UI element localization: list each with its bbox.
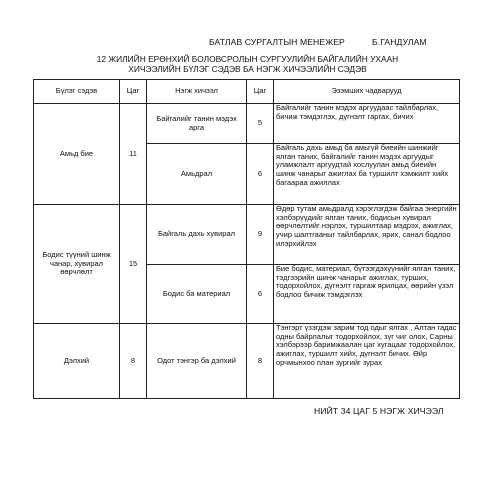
chapter-cell: Бодис түүний шинж чанар, хувирал өөрчлөлт xyxy=(34,205,120,324)
lesson-cell: Одот тэнгэр ба дэлхий xyxy=(147,324,247,399)
chapter-cell: Амьд бие xyxy=(34,104,120,205)
outcome-cell: Өдөр тутам амьдралд хэрэглэгдэж байгаа энергийн хэлбэрүүдийг ялган таних, бодисын хувирал өөрчлөлтийг нэрлэх, туршилтаар мэдрэх, ажиглах, учир шалтгааныг тайлбарлах, ярих, санал бодлоо илэрхийлэх xyxy=(274,205,460,265)
chapter-hours-cell: 15 xyxy=(120,205,147,324)
chapter-hours-cell: 11 xyxy=(120,104,147,205)
outcome-cell: Байгалийг танин мэдэх аргуудаас тайлбарлах, бичиж тэмдэглэх, дүгнэлт гаргах, бичих xyxy=(274,104,460,144)
lesson-hours-cell: 9 xyxy=(247,205,274,265)
outcome-cell: Байгаль дахь амьд ба амьгүй биеийн шинжийг ялган таних, байгалийг танин мэдэх аргуудыг уламжлалт аргуудтай хослуулан амьд биеийн шинж чанарыг ажиглах ба туршилт хэмжилт хийх багаараа ажиллах xyxy=(274,144,460,205)
table-row xyxy=(34,104,460,144)
table-row xyxy=(34,324,460,399)
document-title-line-1: 12 ЖИЛИЙН ЕРӨНХИЙ БОЛОВСРОЛЫН СУРГУУЛИЙН БАЙГАЛИЙН УХААН xyxy=(96,54,399,64)
lesson-cell: Байгаль дахь хувирал xyxy=(147,205,247,265)
lesson-cell: Амьдрал xyxy=(147,144,247,205)
header-hours: Цаг xyxy=(120,80,147,104)
header-chapter: Бүлэг сэдэв xyxy=(34,80,120,104)
lesson-hours-cell: 6 xyxy=(247,265,274,324)
header-lesson-hours: Цаг xyxy=(247,80,274,104)
table-row xyxy=(34,205,460,265)
outcome-cell: Бие бодис, материал, бүтээгдэхүүнийг ялган таних, тэдгээрийн шинж чанарыг ажиглах, турших, тодорхойлох, дүгнэлт гаргаж ярилцах, өөрийн үзэл бодлоо бичиж тэмдэглэх xyxy=(274,265,460,324)
outcome-cell: Тэнгэрт үзэгдэж зарим тод одыг ялгах , Алтан гадас одны байрлалыг тодорхойлох, зүг чиг олох, Сарны хэлбэрээр баримжаалан цаг хугацааг тодорхойлох, ажиглах, туршилт хийх, дүгнэлт бичих. Өйр орчмынхоо план зургийг зурах xyxy=(274,324,460,399)
total-summary: НИЙТ 34 ЦАГ 5 НЭГЖ ХИЧЭЭЛ xyxy=(314,406,444,416)
lesson-cell: Бодис ба материал xyxy=(147,265,247,324)
table-header-row xyxy=(34,80,460,104)
document-title-line-2: ХИЧЭЭЛИЙН БҮЛЭГ СЭДЭВ БА НЭГЖ ХИЧЭЭЛИЙН СЭДЭВ xyxy=(128,64,367,74)
lesson-cell: Байгалийг танин мэдэх арга xyxy=(147,104,247,144)
lesson-hours-cell: 6 xyxy=(247,144,274,205)
lesson-hours-cell: 8 xyxy=(247,324,274,399)
lesson-hours-cell: 5 xyxy=(247,104,274,144)
header-outcomes: Эзэмших чадварууд xyxy=(274,80,460,104)
approver-name: Б.ГАНДУЛАМ xyxy=(372,37,427,47)
chapter-hours-cell: 8 xyxy=(120,324,147,399)
approval-label: БАТЛАВ СУРГАЛТЫН МЕНЕЖЕР xyxy=(209,37,345,47)
header-lesson: Нэгж хичээл xyxy=(147,80,247,104)
chapter-cell: Дэлхий xyxy=(34,324,120,399)
curriculum-table xyxy=(33,79,460,399)
